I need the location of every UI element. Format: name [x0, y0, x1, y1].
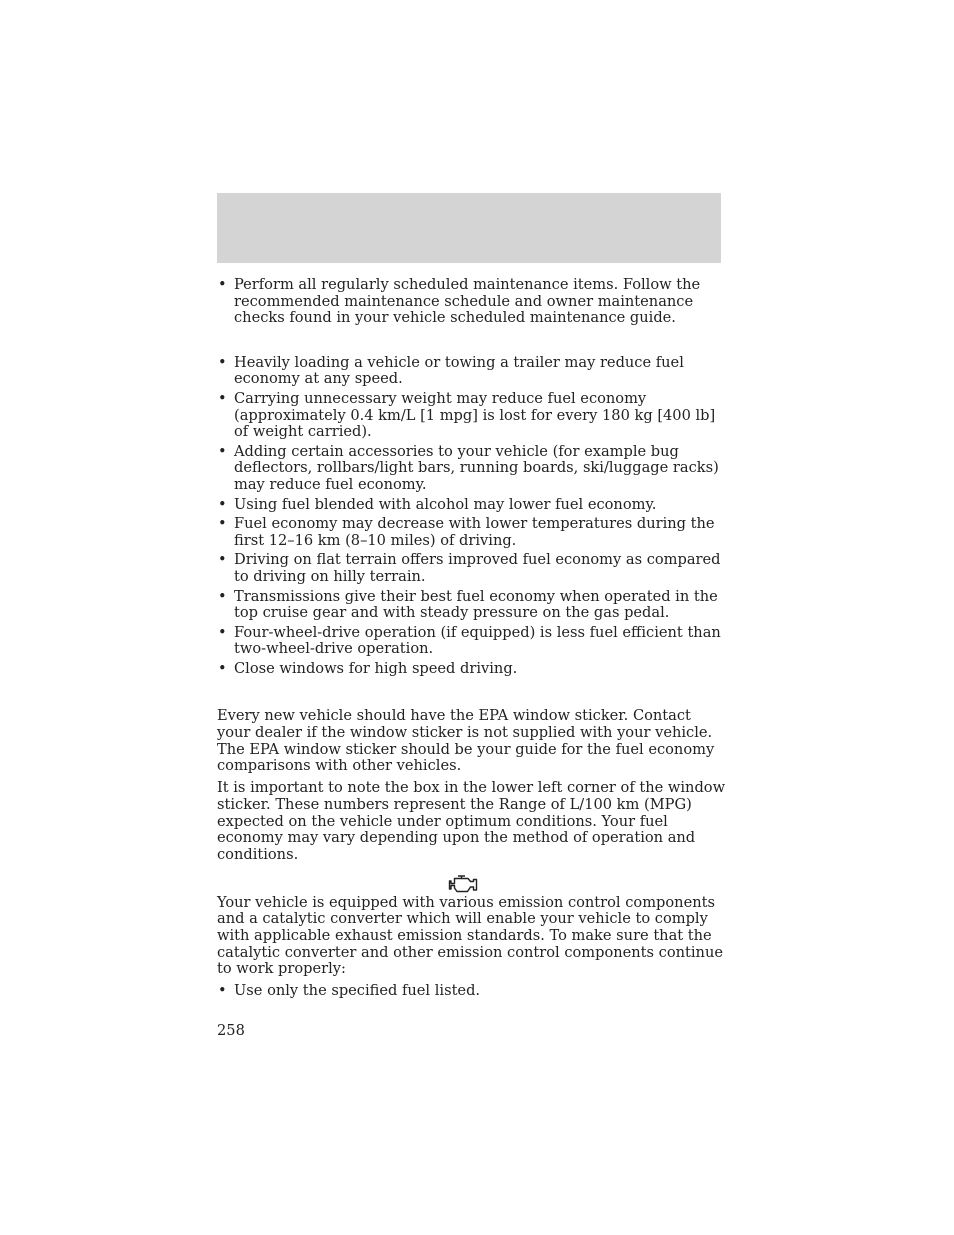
- list-item: • Use only the specified fuel listed.: [217, 983, 727, 1000]
- list-item: • Using fuel blended with alcohol may lower fuel economy.: [217, 497, 727, 514]
- engine-icon: [448, 874, 480, 894]
- list-item: • Carrying unnecessary weight may reduce fuel economy (approximately 0.4 km/L [1 mpg] is lost for every 180 kg [400 lb] of weight carried).: [217, 391, 727, 441]
- list-item: • Transmissions give their best fuel economy when operated in the top cruise gear and with steady pressure on the gas pedal.: [217, 589, 727, 622]
- list-item: • Perform all regularly scheduled maintenance items. Follow the recommended maintenance schedule and owner maintenance checks found in your vehicle scheduled maintenance guide.: [217, 277, 727, 327]
- list-item: • Fuel economy may decrease with lower temperatures during the first 12–16 km (8–10 miles) of driving.: [217, 516, 727, 549]
- list-item: • Four-wheel-drive operation (if equipped) is less fuel efficient than two-wheel-drive operation.: [217, 625, 727, 658]
- maintenance-list: [217, 277, 727, 327]
- header-band: [217, 193, 721, 263]
- list-item: • Heavily loading a vehicle or towing a trailer may reduce fuel economy at any speed.: [217, 355, 727, 388]
- conditions-list: [217, 355, 727, 678]
- page-content: [217, 277, 727, 1039]
- list-item: • Driving on flat terrain offers improved fuel economy as compared to driving on hilly terrain.: [217, 552, 727, 585]
- emission-list: [217, 983, 727, 1000]
- emission-icon-row: [217, 869, 727, 895]
- emission-paragraph: Your vehicle is equipped with various emission control components and a catalytic converter which will enable your vehicle to comply with applicable exhaust emission standards. To make sure that the catalytic converter and other emission control components continue to work properly:: [217, 893, 723, 978]
- list-item: • Close windows for high speed driving.: [217, 661, 727, 678]
- page-number: 258: [217, 1021, 245, 1039]
- epa-paragraph: Every new vehicle should have the EPA window sticker. Contact your dealer if the window sticker is not supplied with your vehicle. The EPA window sticker should be your guide for the fuel economy comparisons with other vehicles.: [217, 707, 715, 775]
- epa-paragraph: It is important to note the box in the lower left corner of the window sticker. These numbers represent the Range of L/100 km (MPG) expected on the vehicle under optimum conditions. Your fuel economy may vary depending upon the method of operation and conditions.: [217, 779, 726, 863]
- list-item: • Adding certain accessories to your vehicle (for example bug deflectors, rollbars/light bars, running boards, ski/luggage racks) may reduce fuel economy.: [217, 444, 727, 494]
